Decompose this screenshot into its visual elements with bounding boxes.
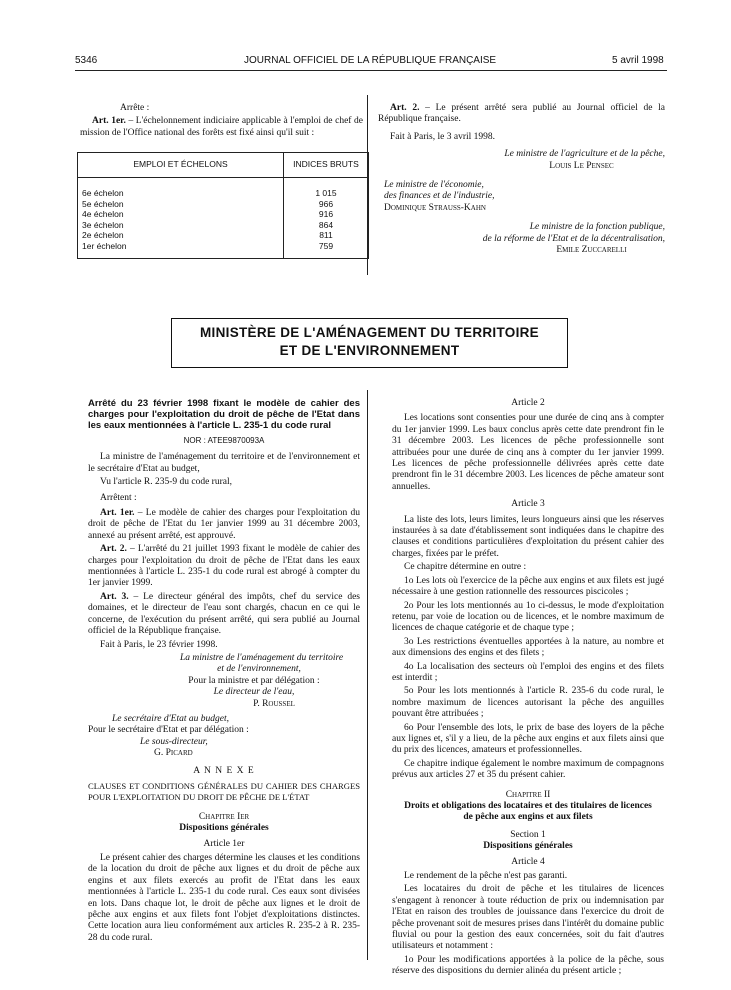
art1-paragraph <box>80 116 363 139</box>
article-heading: Article 2 <box>511 398 545 408</box>
table-header-emploi: EMPLOI ET ÉCHELONS <box>78 153 284 178</box>
article-heading: Article 3 <box>511 499 545 510</box>
table-row-value: 966 <box>318 198 334 209</box>
table-row-label: 3e échelon <box>82 219 124 230</box>
signatory-title: de la réforme de l'Etat et de la décentralisation, <box>482 233 665 244</box>
table-labels-cell <box>78 178 284 259</box>
signatory-name: P. Roussel <box>253 698 295 709</box>
list-item: 6o Pour l'ensemble des lots, le prix de base des loyers de la pêche aux lignes et, s'il y a lieu, de la pêche aux engins et aux filets ainsi que du prix des licences, amateurs et professionnelles. <box>392 722 664 756</box>
header-rule <box>75 70 667 71</box>
left-column <box>88 398 360 946</box>
column-separator <box>367 95 368 275</box>
article-3-body: Ce chapitre indique également le nombre maximum de compagnons prévus aux articles 27 et 35 du présent cahier. <box>392 758 664 781</box>
art1-label: Art. 1er. <box>92 116 126 127</box>
indices-table <box>77 152 369 259</box>
article-heading: Article 4 <box>511 856 545 867</box>
signatory-name: Louis Le Pensec <box>549 160 614 171</box>
signatory-name: Emile Zuccarelli <box>556 245 627 256</box>
signatory-title: La ministre de l'aménagement du territoire <box>180 652 344 663</box>
art-label: Art. 3. <box>100 591 129 602</box>
ministry-line-1: MINISTÈRE DE L'AMÉNAGEMENT DU TERRITOIRE <box>200 325 539 340</box>
list-item: 4o La localisation des secteurs où l'emploi des engins et des filets est interdit ; <box>392 661 664 683</box>
article-3-body: La liste des lots, leurs limites, leurs longueurs ainsi que les réserves instaurées à sa date d'établissement sont indiquées dans le chapitre des clauses et conditions particulières d'exploitation du présent cahier des charges, fixées par le préfet. <box>392 514 664 559</box>
article-heading: Article 1er <box>203 838 245 849</box>
delegation-line: Pour la ministre et par délégation : <box>188 675 320 686</box>
signatory-title: Le ministre de la fonction publique, <box>529 222 665 233</box>
signatory-name: G. Picard <box>154 748 193 759</box>
art2-label: Art. 2. <box>390 103 420 113</box>
signatory-title: Le ministre de l'économie, <box>384 180 484 191</box>
signatory-title: Le directeur de l'eau, <box>213 687 295 698</box>
table-row-value: 864 <box>318 219 334 230</box>
article-2-paragraph <box>88 544 360 590</box>
column-separator <box>367 390 368 960</box>
top-right-block <box>378 103 665 256</box>
annexe-heading: A N N E X E <box>193 765 255 776</box>
list-item: 2o Pour les lots mentionnés au 1o ci-dessus, le mode d'exploitation retenu, par voie de location ou de licences, et le nombre maximum de licences de chaque catégorie et de chaque type ; <box>392 600 664 634</box>
table-row-value: 811 <box>319 230 333 241</box>
art-label: Art. 2. <box>100 544 127 555</box>
journal-title: JOURNAL OFFICIEL DE LA RÉPUBLIQUE FRANÇAISE <box>244 55 497 66</box>
article-4-body: Le rendement de la pêche n'est pas garanti. <box>404 871 568 882</box>
annexe-title: CLAUSES ET CONDITIONS GÉNÉRALES DU CAHIER DES CHARGES POUR L'EXPLOITATION DU DROIT DE PÊCHE DE L'ÉTAT <box>88 780 360 803</box>
list-item: 1o Les lots où l'exercice de la pêche aux engins et aux filets est jugé nécessaire à une gestion rationnelle des ressources piscicoles ; <box>392 575 664 598</box>
table-row-label: 2e échelon <box>82 230 124 241</box>
table-row-label: 1er échelon <box>82 240 127 251</box>
nor-reference: NOR : ATEE9870093A <box>183 436 265 445</box>
table-row-label: 6e échelon <box>82 188 124 198</box>
art-text: – L'arrêté du 21 juillet 1993 fixant le modèle de cahier des charges pour l'exploitation du droit de pêche de l'Etat dans les eaux mentionnées à l'article L. 235-1 du code rural est abrogé à compter du 1er janvier 1999. <box>88 544 360 589</box>
table-row-value: 759 <box>318 240 334 251</box>
table-row-label: 5e échelon <box>82 198 124 209</box>
article-1-body: Le présent cahier des charges détermine les clauses et les conditions de la location du droit de pêche aux lignes et du droit de pêche aux engins et aux filets exercés au profit de l'Etat dans les eaux mentionnées à l'article L. 235-1 du code rural. Ces eaux sont divisées en lots. Dans chaque lot, le droit de pêche aux lignes et le droit de pêche aux engins et aux filets font l'objet d'exploitations distinctes. Cette location aura lieu conformément aux articles R. 235-2 à R. 235-28 du code rural. <box>88 853 360 943</box>
arrete-label: Arrête : <box>120 103 150 113</box>
page-number: 5346 <box>75 55 98 66</box>
article-1-paragraph <box>88 508 360 542</box>
table-row-value: 1 015 <box>315 188 337 198</box>
art2-paragraph <box>378 103 665 126</box>
ministry-line-2: ET DE L'ENVIRONNEMENT <box>279 343 460 358</box>
list-item: 3o Les restrictions éventuelles apportées à la nature, au nombre et aux dimensions des engins et des filets ; <box>392 636 664 659</box>
section-label: Section 1 <box>510 829 546 840</box>
chapter-title: Droits et obligations des locataires et des titulaires de licences de pêche aux engins et aux filets <box>404 801 652 823</box>
issue-date: 5 avril 1998 <box>612 55 664 66</box>
table-values-cell <box>283 178 368 259</box>
fait-a-paris: Fait à Paris, le 3 avril 1998. <box>390 131 496 142</box>
art2-text: – Le présent arrêté sera publié au Journal officiel de la République française. <box>378 103 666 125</box>
arretent-label: Arrêtent : <box>100 492 137 503</box>
art-label: Art. 1er. <box>100 508 135 519</box>
list-item: 5o Pour les lots mentionnés à l'article R. 235-6 du code rural, le nombre maximum de licences autorisant la pêche des anguilles pouvant être attribuées ; <box>392 686 664 720</box>
right-column <box>392 398 664 980</box>
art-text: – Le modèle de cahier des charges pour l'exploitation du droit de pêche de l'Etat du 1er janvier 1999 au 31 décembre 2003, annexé au présent arrêté, est approuvé. <box>88 508 360 541</box>
art1-text: – L'échelonnement indiciaire applicable à l'emploi de chef de mission de l'Office national des forêts est fixé ainsi qu'il suit : <box>80 116 363 138</box>
signatory-title: Le sous-directeur, <box>140 736 208 747</box>
delegation-line: Pour le secrétaire d'Etat et par délégation : <box>88 725 249 736</box>
section-title: Dispositions générales <box>483 841 573 852</box>
list-item: 1o Pour les modifications apportées à la police de la pêche, sous réserve des dispositions du dernier alinéa du présent article ; <box>392 954 664 977</box>
signatory-title: Le ministre de l'agriculture et de la pêche, <box>504 149 665 160</box>
article-2-body: Les locations sont consenties pour une durée de cinq ans à compter du 1er janvier 1999. Les baux conclus après cette date prendront fin le 31 décembre 2003. Les licences de pêche professionnelle sont attribuées pour une durée de cinq ans à compter du 1er janvier 1999. Les licences de pêche professionnelle délivrées après cette date prendront fin le 31 décembre 2003. Les licences de pêche amateur sont annuelles. <box>392 413 664 492</box>
chapter-label: Chapitre Ier <box>198 811 250 822</box>
article-4-body: Les locataires du droit de pêche et les titulaires de licences s'engagent à renoncer à toute réduction de prix ou indemnisation par l'Etat en raison des troubles de jouissance dans l'exercice du droit de pêche provenant soit de mesures prises dans l'intérêt du domaine public fluvial ou pour la gestion des eaux concernées, soit du fait d'autres utilisateurs et notamment : <box>392 884 664 952</box>
table-header-indices: INDICES BRUTS <box>283 153 368 178</box>
chapter-label: Chapitre II <box>505 789 551 800</box>
article-3-body: Ce chapitre détermine en outre : <box>404 562 527 573</box>
signatory-title: des finances et de l'industrie, <box>384 191 495 202</box>
art-text: – Le directeur général des impôts, chef du service des domaines, et le directeur de l'eau sont chargés, chacun en ce qui le concerne, de l'exécution du présent arrêté, qui sera publié au Journal officiel de la République française. <box>88 591 360 637</box>
chapter-title: Dispositions générales <box>179 823 269 834</box>
arrete-title: Arrêté du 23 février 1998 fixant le modèle de cahier des charges pour l'exploitation du droit de pêche de l'Etat dans les eaux mentionnées à l'article L. 235-1 du code rural <box>88 398 360 431</box>
visa-paragraph: La ministre de l'aménagement du territoire et de l'environnement et le secrétaire d'Etat au budget, <box>88 452 360 474</box>
table-row-value: 916 <box>318 209 334 220</box>
table-row-label: 4e échelon <box>82 209 124 220</box>
article-3-paragraph <box>88 592 360 638</box>
signatory-title: Le secrétaire d'Etat au budget, <box>112 713 229 724</box>
visa-paragraph: Vu l'article R. 235-9 du code rural, <box>100 477 232 488</box>
signatory-title: et de l'environnement, <box>217 664 301 675</box>
fait-a-paris: Fait à Paris, le 23 février 1998. <box>100 639 218 650</box>
top-left-block <box>80 103 363 141</box>
signatory-name: Dominique Strauss-Kahn <box>384 202 486 213</box>
ministry-banner <box>171 318 568 368</box>
